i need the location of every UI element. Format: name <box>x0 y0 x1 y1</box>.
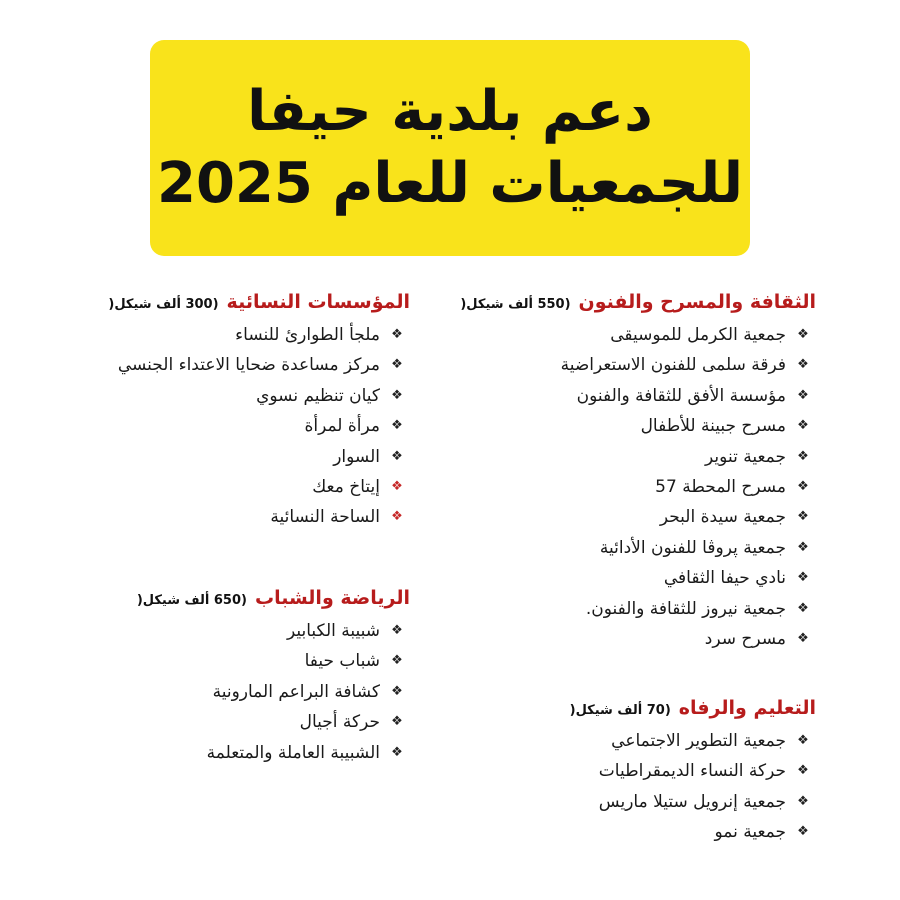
list-item-text: مرأة لمرأة <box>304 416 380 437</box>
bullet-icon: ❖ <box>797 418 809 434</box>
list-item <box>137 646 410 676</box>
section-culture-header <box>460 288 816 316</box>
bullet-icon: ❖ <box>391 623 403 638</box>
list-item-text: جمعية نمو <box>714 822 786 843</box>
bullet-icon: ❖ <box>797 793 809 809</box>
section-sports-title: الرياضة والشباب <box>254 587 410 609</box>
bullet-icon: ❖ <box>391 509 403 525</box>
list-item <box>460 411 816 441</box>
bullet-icon: ❖ <box>391 448 403 464</box>
list-item-text: إيتاخ معك <box>312 476 380 497</box>
bullet-icon: ❖ <box>391 418 403 434</box>
bullet-icon: ❖ <box>797 570 809 586</box>
section-sports-header <box>137 584 410 612</box>
list-item-text: حركة النساء الديمقراطيات <box>598 761 786 782</box>
bullet-icon: ❖ <box>391 744 403 760</box>
section-women-title: المؤسسات النسائية <box>226 291 410 313</box>
list-item-text: جمعية تنوير <box>705 446 786 467</box>
bullet-icon: ❖ <box>797 539 809 555</box>
section-education <box>570 694 816 848</box>
list-item <box>460 350 816 380</box>
list-item-text: جمعية إنرويل ستيلا ماريس <box>598 791 786 812</box>
list-item <box>460 472 816 502</box>
list-item-text: جمعية سيدة البحر <box>659 507 786 528</box>
list-item <box>137 677 410 707</box>
section-women-amount: (300 ألف شيكل( <box>108 297 219 312</box>
list-item-text: مسرح سرد <box>704 628 786 649</box>
section-sports <box>137 584 410 768</box>
list-item <box>108 320 410 350</box>
list-item <box>108 472 410 502</box>
bullet-icon: ❖ <box>797 824 809 840</box>
bullet-icon: ❖ <box>797 387 809 403</box>
list-item-text: نادي حيفا الثقافي <box>663 568 786 589</box>
bullet-icon: ❖ <box>391 653 403 669</box>
bullet-icon: ❖ <box>797 327 809 342</box>
list-item-text: جمعية نيروز للثقافة والفنون. <box>585 598 786 619</box>
bullet-icon: ❖ <box>797 478 809 494</box>
list-item-text: ملجأ الطوارئ للنساء <box>235 325 380 345</box>
title-banner <box>150 40 750 256</box>
bullet-icon: ❖ <box>797 357 809 373</box>
section-women-list <box>108 320 410 533</box>
list-item <box>108 350 410 380</box>
section-education-list <box>570 726 816 848</box>
bullet-icon: ❖ <box>797 763 809 779</box>
list-item-text: جمعية پروڤا للفنون الأدائية <box>599 537 786 558</box>
list-item <box>460 381 816 411</box>
list-item-text: السوار <box>333 446 380 467</box>
list-item <box>108 442 410 472</box>
bullet-icon: ❖ <box>391 478 403 494</box>
list-item-text: كشافة البراعم المارونية <box>212 681 380 702</box>
section-sports-amount: (650 ألف شيكل( <box>136 593 247 608</box>
list-item <box>108 502 410 532</box>
bullet-icon: ❖ <box>797 733 809 748</box>
bullet-icon: ❖ <box>391 357 403 373</box>
list-item <box>137 616 410 646</box>
list-item <box>460 533 816 563</box>
section-culture-title: الثقافة والمسرح والفنون <box>578 291 816 313</box>
section-culture <box>460 288 816 654</box>
list-item <box>570 756 816 786</box>
list-item <box>460 563 816 593</box>
list-item-text: جمعية الكرمل للموسيقى <box>610 325 786 345</box>
bullet-icon: ❖ <box>797 630 809 646</box>
list-item <box>460 624 816 654</box>
list-item-text: حركة أجيال <box>299 712 380 733</box>
section-education-header <box>570 694 816 722</box>
list-item <box>137 738 410 768</box>
list-item-text: مسرح جبينة للأطفال <box>640 416 786 437</box>
list-item <box>570 726 816 756</box>
bullet-icon: ❖ <box>391 714 403 730</box>
list-item <box>137 707 410 737</box>
list-item-text: كيان تنظيم نسوي <box>256 385 380 406</box>
section-culture-list <box>460 320 816 654</box>
list-item <box>460 320 816 350</box>
banner-title-line-2: للجمعيات للعام 2025 <box>157 151 743 216</box>
list-item-text: مؤسسة الأفق للثقافة والفنون <box>576 385 786 406</box>
bullet-icon: ❖ <box>797 448 809 464</box>
list-item <box>108 411 410 441</box>
bullet-icon: ❖ <box>391 327 403 342</box>
bullet-icon: ❖ <box>797 509 809 525</box>
list-item-text: فرقة سلمى للفنون الاستعراضية <box>560 355 786 376</box>
section-education-title: التعليم والرفاه <box>678 697 816 719</box>
list-item <box>460 442 816 472</box>
section-women <box>108 288 410 533</box>
section-education-amount: (70 ألف شيكل( <box>569 703 671 718</box>
list-item-text: مسرح المحطة 57 <box>655 476 786 497</box>
section-sports-list <box>137 616 410 768</box>
bullet-icon: ❖ <box>391 683 403 699</box>
list-item <box>460 594 816 624</box>
list-item <box>570 787 816 817</box>
list-item-text: الشبيبة العاملة والمتعلمة <box>206 742 380 763</box>
list-item-text: شباب حيفا <box>304 651 380 672</box>
banner-title-line-1: دعم بلدية حيفا <box>247 79 653 144</box>
list-item <box>570 817 816 847</box>
section-culture-amount: (550 ألف شيكل( <box>460 297 571 312</box>
section-women-header <box>108 288 410 316</box>
list-item-text: شبيبة الكبابير <box>287 621 380 641</box>
bullet-icon: ❖ <box>797 600 809 616</box>
list-item <box>108 381 410 411</box>
list-item-text: جمعية التطوير الاجتماعي <box>611 731 786 751</box>
list-item-text: الساحة النسائية <box>270 507 380 528</box>
bullet-icon: ❖ <box>391 387 403 403</box>
list-item-text: مركز مساعدة ضحايا الاعتداء الجنسي <box>117 355 380 376</box>
list-item <box>460 502 816 532</box>
